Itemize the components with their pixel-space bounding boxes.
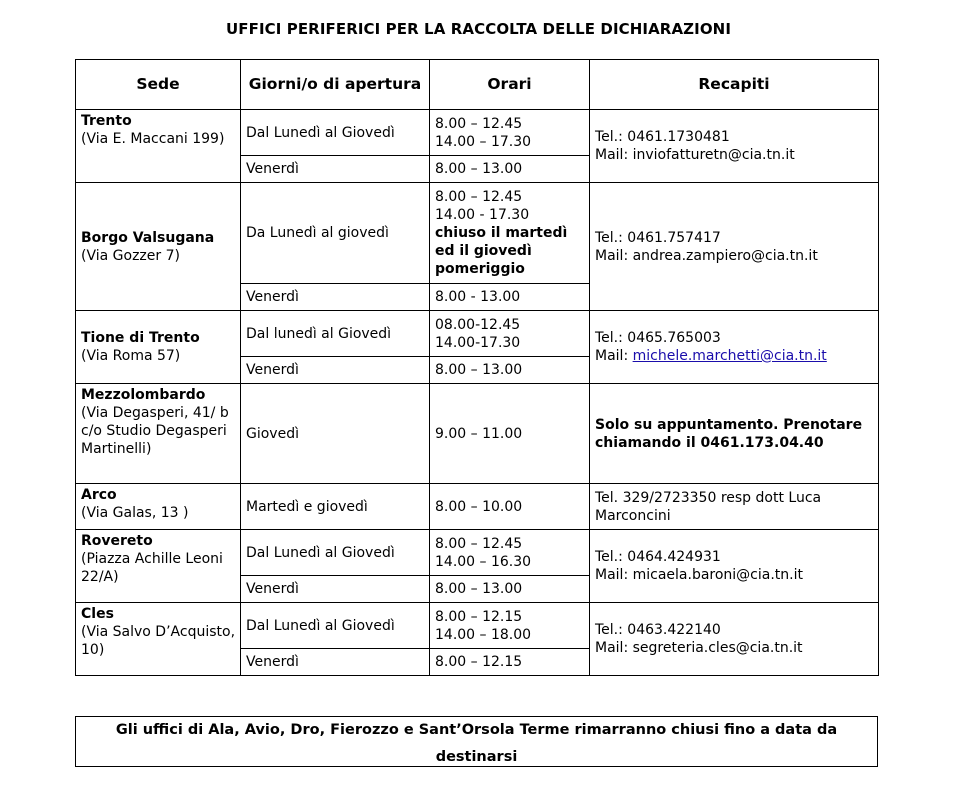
office-hours [430,311,590,357]
office-name: Tione di Trento [81,330,200,346]
hours-line: 14.00-17.30 [435,334,521,351]
office-hours [430,110,590,156]
office-hours [430,649,590,676]
hours-line: 8.00 – 12.15 [435,608,523,625]
hours-line: 8.00 – 13.00 [435,581,523,597]
office-contact [590,110,879,183]
table-row [76,603,879,649]
office-name: Cles [81,606,114,622]
contact-line: Tel.: 0465.765003 [595,330,721,346]
table-row [76,530,879,576]
office-days: Venerdì [241,284,430,311]
contact-line: Tel. 329/2723350 resp dott Luca Marconcini [595,489,822,524]
office-contact [590,484,879,530]
table-row [76,484,879,530]
office-name: Borgo Valsugana [81,229,215,246]
office-sede-cell [76,484,241,530]
closure-note-text: Gli uffici di Ala, Avio, Dro, Fierozzo e Sant’Orsola Terme rimarranno chiusi fino a data da destinarsi [115,722,838,765]
contact-mail-line [595,347,873,365]
office-days: Venerdì [241,649,430,676]
hours-line: 8.00 - 13.00 [435,289,521,305]
hours-line: 8.00 – 13.00 [435,161,523,177]
office-hours [430,484,590,530]
office-days: Da Lunedì al giovedì [241,183,430,284]
office-address: (Piazza Achille Leoni 22/A) [81,551,223,585]
contact-line: Tel.: 0461.757417 [595,229,721,246]
office-sede-cell [76,311,241,384]
office-hours [430,603,590,649]
contact-line: Mail: micaela.baroni@cia.tn.it [595,567,803,583]
contact-appointment: Solo su appuntamento. Prenotare chiamando il 0461.173.04.40 [595,416,863,451]
office-hours [430,156,590,183]
office-hours [430,183,590,284]
contact-mail-label: Mail: [595,348,633,364]
hours-line: 8.00 – 10.00 [435,498,523,515]
table-row [76,110,879,156]
office-days: Dal lunedì al Giovedì [241,311,430,357]
page-title: UFFICI PERIFERICI PER LA RACCOLTA DELLE DICHIARAZIONI [225,20,732,38]
hours-note: chiuso il martedì ed il giovedì pomeriggio [435,225,568,277]
contact-line: Tel.: 0464.424931 [595,549,721,565]
hours-line: 8.00 – 12.15 [435,654,523,670]
contact-line: Tel.: 0463.422140 [595,622,721,638]
office-hours [430,357,590,384]
header-giorni: Giorni/o di apertura [241,60,430,110]
office-hours [430,384,590,484]
office-days: Martedì e giovedì [241,484,430,530]
office-days: Giovedì [241,384,430,484]
office-contact [590,311,879,384]
office-contact [590,183,879,311]
header-orari: Orari [430,60,590,110]
contact-line: Mail: segreteria.cles@cia.tn.it [595,640,803,656]
office-days: Venerdì [241,357,430,384]
office-days: Venerdì [241,576,430,603]
office-sede-cell [76,530,241,603]
office-hours [430,530,590,576]
office-hours [430,576,590,603]
closure-note [75,716,878,767]
office-contact [590,603,879,676]
office-name: Trento [81,113,132,129]
hours-line: 14.00 – 17.30 [435,133,532,150]
offices-table [75,59,879,676]
office-days: Dal Lunedì al Giovedì [241,603,430,649]
office-name: Mezzolombardo [81,387,206,403]
office-sede-cell [76,384,241,484]
office-address: (Via Roma 57) [81,348,181,364]
office-address: (Via Degasperi, 41/ b c/o Studio Degasperi Martinelli) [81,405,229,457]
office-sede-cell [76,110,241,183]
office-name: Rovereto [81,533,153,549]
office-contact [590,530,879,603]
hours-line: 14.00 - 17.30 [435,207,530,223]
header-row [76,60,879,110]
office-address: (Via Gozzer 7) [81,247,180,264]
header-sede: Sede [76,60,241,110]
office-sede-cell [76,603,241,676]
contact-line: Mail: inviofatturetn@cia.tn.it [595,147,795,163]
office-address: (Via E. Maccani 199) [81,131,225,147]
office-days: Dal Lunedì al Giovedì [241,110,430,156]
office-days: Dal Lunedì al Giovedì [241,530,430,576]
contact-line: Mail: andrea.zampiero@cia.tn.it [595,247,818,264]
hours-line: 8.00 – 12.45 [435,535,523,552]
hours-line: 8.00 – 12.45 [435,115,523,132]
office-address: (Via Salvo D’Acquisto, 10) [81,624,236,658]
header-recapiti: Recapiti [590,60,879,110]
table-row [76,384,879,484]
office-days: Venerdì [241,156,430,183]
hours-line: 8.00 – 12.45 [435,189,523,205]
hours-line: 14.00 – 16.30 [435,553,532,570]
office-contact [590,384,879,484]
hours-line: 08.00-12.45 [435,316,521,333]
table-row [76,183,879,284]
contact-mail-link[interactable]: michele.marchetti@cia.tn.it [632,348,827,364]
table-row [76,311,879,357]
contact-line: Tel.: 0461.1730481 [595,129,730,145]
office-name: Arco [81,487,117,503]
office-sede-cell [76,183,241,311]
office-hours [430,284,590,311]
hours-line: 14.00 – 18.00 [435,626,532,643]
hours-line: 8.00 – 13.00 [435,362,523,378]
hours-line: 9.00 – 11.00 [435,425,523,442]
office-address: (Via Galas, 13 ) [81,505,189,521]
